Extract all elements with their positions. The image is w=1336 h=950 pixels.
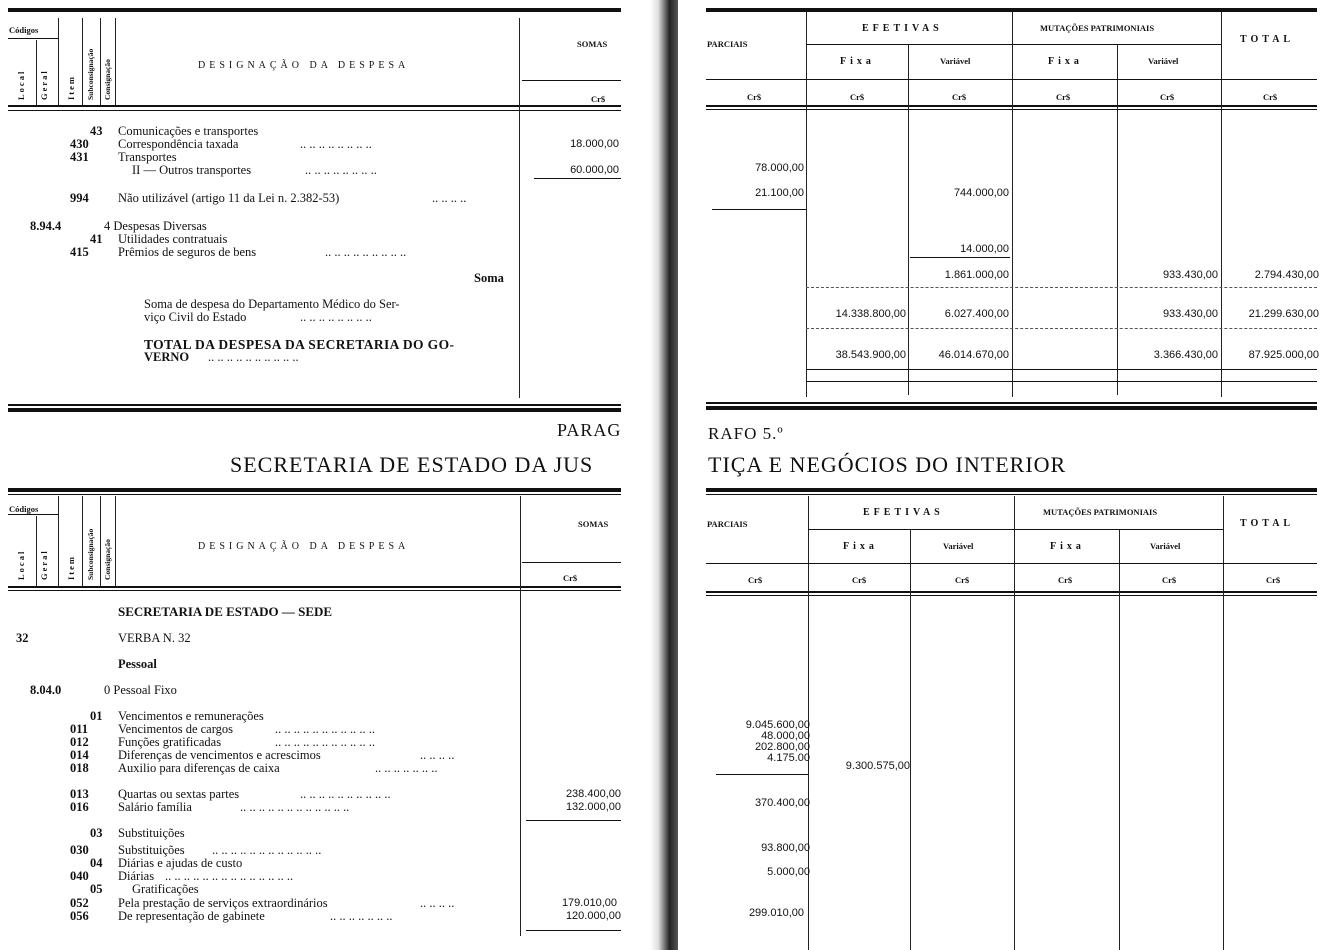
fixa-header: Fixa — [1050, 541, 1085, 552]
variavel-header: Variável — [1150, 541, 1181, 551]
row-code: 052 — [70, 896, 89, 910]
row-text: 4 Despesas Diversas — [104, 219, 207, 233]
row-text: Não utilizável (artigo 11 da Lei n. 2.382-53) — [118, 191, 340, 205]
row-code: 016 — [70, 800, 89, 814]
row-text: Diárias e ajudas de custo — [118, 856, 243, 870]
fixa-header: Fixa — [843, 541, 878, 552]
parcial-value: 5.000,00 — [767, 866, 810, 878]
sede-title: SECRETARIA DE ESTADO — SEDE — [118, 604, 333, 619]
row-dots: .. .. .. .. .. .. .. .. .. .. .. — [275, 735, 375, 749]
row-text: Substituições — [118, 843, 185, 857]
row-text: Comunicações e transportes — [118, 124, 259, 138]
parcial-value: 202.800,00 — [754, 741, 810, 753]
parcial-value: 299.010,00 — [748, 907, 804, 919]
parcial-value: 4.175.00 — [767, 752, 810, 764]
row-text: Prêmios de seguros de bens — [118, 245, 257, 259]
parcial-value: 21.100,00 — [755, 187, 804, 199]
geral-label: Geral — [39, 549, 49, 580]
currency-header: Cr$ — [1263, 92, 1278, 102]
currency-header: Cr$ — [1162, 575, 1177, 585]
local-label: Local — [16, 69, 26, 100]
parcial-value: 48.000,00 — [761, 730, 810, 742]
currency-header: Cr$ — [850, 92, 865, 102]
paragrafo-right: RAFO 5.º — [708, 424, 784, 443]
fixa-value: 9.300.575,00 — [845, 760, 910, 772]
row-text: Funções gratificadas — [118, 735, 222, 749]
fixa-header: Fixa — [840, 56, 875, 67]
row-dots: .. .. .. .. .. .. .. .. .. .. — [208, 350, 299, 364]
designacao-header: DESIGNAÇÃO DA DESPESA — [198, 60, 410, 71]
row-text: Vencimentos de cargos — [118, 722, 234, 736]
currency-header: Cr$ — [748, 575, 763, 585]
row-dots: .. .. .. .. — [432, 191, 467, 205]
parciais-header: PARCIAIS — [707, 519, 748, 529]
currency-header: Cr$ — [563, 573, 578, 583]
row-code: 431 — [70, 150, 89, 164]
row-dots: .. .. .. .. .. .. .. — [375, 761, 438, 775]
variavel-value: 6.027.400,00 — [944, 308, 1009, 320]
row-code: 8.94.4 — [30, 219, 62, 233]
row-text-cont: viço Civil do Estado — [144, 310, 247, 324]
somas-header: SOMAS — [578, 519, 609, 529]
row-text: Correspondência taxada — [118, 137, 239, 151]
row-code: 05 — [90, 882, 103, 896]
total-value: 21.299.630,00 — [1248, 308, 1319, 320]
parcial-value: 78.000,00 — [755, 162, 804, 174]
row-code: 030 — [70, 843, 89, 857]
designacao-header: DESIGNAÇÃO DA DESPESA — [198, 541, 410, 552]
variavel-header: Variável — [940, 56, 971, 66]
mutacoes-header: MUTAÇÕES PATRIMONIAIS — [1040, 23, 1155, 33]
variavel-header: Variável — [1148, 56, 1179, 66]
section-title-left: SECRETARIA DE ESTADO DA JUS — [230, 452, 594, 477]
fixa-header: Fixa — [1048, 56, 1083, 67]
row-code: 994 — [70, 191, 89, 205]
subconsignacao-label: Subconsignação — [86, 48, 95, 100]
variavel-value: 46.014.670,00 — [938, 349, 1009, 361]
efetivas-header: EFETIVAS — [862, 23, 943, 34]
variavel-value: 744.000,00 — [953, 187, 1009, 199]
row-dots: .. .. .. .. .. .. .. .. .. .. .. .. — [212, 843, 322, 857]
currency-header: Cr$ — [591, 94, 606, 104]
row-dots: .. .. .. .. .. .. .. .. .. .. .. — [275, 722, 375, 736]
codigos-label: Códigos — [9, 504, 39, 514]
row-text: Substituições — [118, 826, 185, 840]
total-header: TOTAL — [1240, 518, 1295, 529]
pessoal-label: Pessoal — [118, 657, 157, 671]
parcial-value: 9.045.600,00 — [745, 719, 810, 731]
parciais-header: PARCIAIS — [707, 39, 748, 49]
fixa-value: 38.543.900,00 — [835, 349, 906, 361]
currency-header: Cr$ — [747, 92, 762, 102]
soma-value: 238.400,00 — [565, 788, 621, 800]
row-code: 018 — [70, 761, 89, 775]
row-text: Salário família — [118, 800, 192, 814]
row-text: Utilidades contratuais — [118, 232, 228, 246]
row-text: Soma de despesa do Departamento Médico do Ser- — [144, 297, 400, 311]
currency-header: Cr$ — [1056, 92, 1071, 102]
soma-value: 132.000,00 — [565, 801, 621, 813]
row-text: Vencimentos e remunerações — [118, 709, 264, 723]
geral-label: Geral — [39, 69, 49, 100]
row-dots: .. .. .. .. .. .. .. — [330, 909, 393, 923]
row-code: 056 — [70, 909, 89, 923]
currency-header: Cr$ — [1058, 575, 1073, 585]
currency-header: Cr$ — [852, 575, 867, 585]
verba-label: VERBA N. 32 — [118, 631, 191, 645]
mut-variavel-value: 933.430,00 — [1162, 269, 1218, 281]
mut-variavel-value: 933.430,00 — [1162, 308, 1218, 320]
total-label-cont: VERNO — [144, 350, 190, 364]
row-code: 013 — [70, 787, 89, 801]
variavel-value: 14.000,00 — [960, 243, 1009, 255]
row-dots: .. .. .. .. .. .. .. .. .. — [325, 245, 407, 259]
row-dots: .. .. .. .. .. .. .. .. .. .. — [300, 787, 391, 801]
soma-value: 60.000,00 — [570, 164, 619, 176]
row-code: 011 — [70, 722, 89, 736]
subconsignacao-label: Subconsignação — [86, 528, 95, 580]
page-gutter — [650, 0, 678, 950]
row-text: II — Outros transportes — [132, 163, 252, 177]
row-text: Gratificações — [132, 882, 199, 896]
consignacao-label: Consignação — [103, 539, 112, 580]
paragrafo-left: PARAG — [557, 420, 622, 440]
row-code: 012 — [70, 735, 89, 749]
consignacao-label: Consignação — [103, 59, 112, 100]
section-title-right: TIÇA E NEGÓCIOS DO INTERIOR — [708, 452, 1067, 477]
mutacoes-header: MUTAÇÕES PATRIMONIAIS — [1043, 507, 1158, 517]
parcial-value: 370.400,00 — [754, 797, 810, 809]
row-code: 040 — [70, 869, 89, 883]
row-text: Diárias — [118, 869, 155, 883]
row-code: 41 — [90, 232, 103, 246]
soma-value: 179.010,00 — [561, 897, 617, 909]
variavel-value: 1.861.000,00 — [944, 269, 1009, 281]
variavel-header: Variável — [943, 541, 974, 551]
soma-value: 120.000,00 — [565, 910, 621, 922]
efetivas-header: EFETIVAS — [863, 507, 944, 518]
pessoal-fixo-code: 8.04.0 — [30, 683, 62, 697]
row-dots: .. .. .. .. .. .. .. .. .. .. .. .. — [240, 800, 350, 814]
row-code: 01 — [90, 709, 103, 723]
codigos-label: Códigos — [9, 25, 39, 35]
total-label: TOTAL DA DESPESA DA SECRETARIA DO GO- — [144, 337, 455, 352]
currency-header: Cr$ — [1266, 575, 1281, 585]
row-code: 04 — [90, 856, 103, 870]
soma-value: 18.000,00 — [570, 138, 619, 150]
total-value: 2.794.430,00 — [1254, 269, 1319, 281]
row-dots: .. .. .. .. .. .. .. .. .. .. .. .. .. .. — [165, 869, 294, 883]
row-code: 430 — [70, 137, 89, 151]
currency-header: Cr$ — [955, 575, 970, 585]
row-text: Diferenças de vencimentos e acrescimos — [118, 748, 321, 762]
verba-code: 32 — [16, 631, 29, 645]
row-dots: .. .. .. .. .. .. .. .. — [305, 163, 377, 177]
pessoal-fixo-label: 0 Pessoal Fixo — [104, 683, 177, 697]
row-dots: .. .. .. .. — [420, 896, 455, 910]
row-text: De representação de gabinete — [118, 909, 265, 923]
total-value: 87.925.000,00 — [1248, 349, 1319, 361]
row-dots: .. .. .. .. .. .. .. .. — [300, 137, 372, 151]
row-code: 014 — [70, 748, 89, 762]
somas-header: SOMAS — [577, 39, 608, 49]
row-code: 43 — [90, 124, 103, 138]
currency-header: Cr$ — [1160, 92, 1175, 102]
row-text: Quartas ou sextas partes — [118, 787, 240, 801]
row-dots: .. .. .. .. .. .. .. .. — [300, 310, 372, 324]
row-code: 03 — [90, 826, 103, 840]
soma-label: Soma — [474, 271, 504, 285]
local-label: Local — [16, 549, 26, 580]
parcial-value: 93.800,00 — [761, 842, 810, 854]
fixa-value: 14.338.800,00 — [835, 308, 906, 320]
mut-variavel-value: 3.366.430,00 — [1153, 349, 1218, 361]
currency-header: Cr$ — [952, 92, 967, 102]
row-code: 415 — [70, 245, 89, 259]
total-header: TOTAL — [1240, 34, 1295, 45]
item-label: Item — [66, 555, 76, 580]
row-text: Transportes — [118, 150, 177, 164]
row-dots: .. .. .. .. — [420, 748, 455, 762]
row-text: Auxilio para diferenças de caixa — [118, 761, 280, 775]
item-label: Item — [66, 75, 76, 100]
row-text: Pela prestação de serviços extraordinários — [118, 896, 328, 910]
